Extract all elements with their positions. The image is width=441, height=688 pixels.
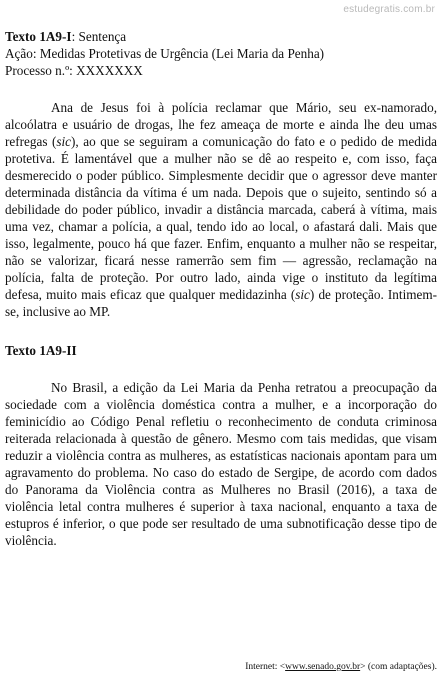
sic-marker: sic [295,287,310,302]
sic-marker: sic [56,134,72,149]
action-line: Ação: Medidas Protetivas de Urgência (Lei Maria da Penha) [5,46,325,61]
text1-paragraph [5,99,437,320]
watermark: estudegratis.com.br [343,4,435,15]
process-line: Processo n.º: XXXXXXX [5,63,143,78]
text2-paragraph: No Brasil, a edição da Lei Maria da Penha retratou a preocupação da sociedade com a violência doméstica contra a mulher, e a incorporação do feminicídio ao Código Penal refletiu o reconhecimento de conduta criminosa reiterada relacionada à questão de gênero. Mesmo com tais medidas, que visam reduzir a violência contra as mulheres, as estatísticas nacionais apontam para um agravamento do problema. No caso do estado de Sergipe, de acordo com dados do Panorama da Violência contra as Mulheres no Brasil (2016), a taxa de violência letal contra mulheres é superior à taxa nacional, enquanto a taxa de estupros é inferior, o que pode ser resultado de uma subnotificação desse tipo de violência. [5,380,437,548]
text1-title [5,28,437,45]
source-prefix: Internet: < [245,662,286,672]
text1-part-b: ), ao que se seguiram a comunicação do fato e o pedido de medida protetiva. É lamentável que a mulher não se dê ao respeito e, com isso, faça desmerecido o poder público. Simplesmente decidir que o agressor deve manter determinada distância da vítima é um nada. Depois que o sujeito, sentindo só a debilidade do poder público, invadir a distância marcada, caberá à vítima, mais uma vez, chamar a polícia, a qual, tendo ido ao local, o afastará dali. Mais que isso, legalmente, pouco há que fazer. Enfim, enquanto a mulher não se respeitar, não se valorizar, ficará nesse ramerrão sem fim — agressão, reclamação na polícia, falta de proteção. Por outro lado, ainda vige o instituto da legítima defesa, muito mais eficaz que qualquer medidazinha ( [5,134,437,302]
text1-title-rest: : Sentença [71,29,127,44]
source-link[interactable]: www.senado.gov.br [285,662,361,672]
text2-title: Texto 1A9-II [5,343,77,358]
text1-part-c: ) de proteção. Intimem-se, inclusive ao MP. [5,287,437,319]
source-suffix: > (com adaptações). [360,662,437,672]
source-citation [245,662,437,672]
document [5,28,437,549]
text1-title-bold: Texto 1A9-I [5,29,72,44]
text1-part-a: Ana de Jesus foi à polícia reclamar que Mário, seu ex-namorado, alcoólatra e usuário de drogas, lhe fez ameaça de morte e ainda lhe deu umas refregas ( [5,100,437,149]
